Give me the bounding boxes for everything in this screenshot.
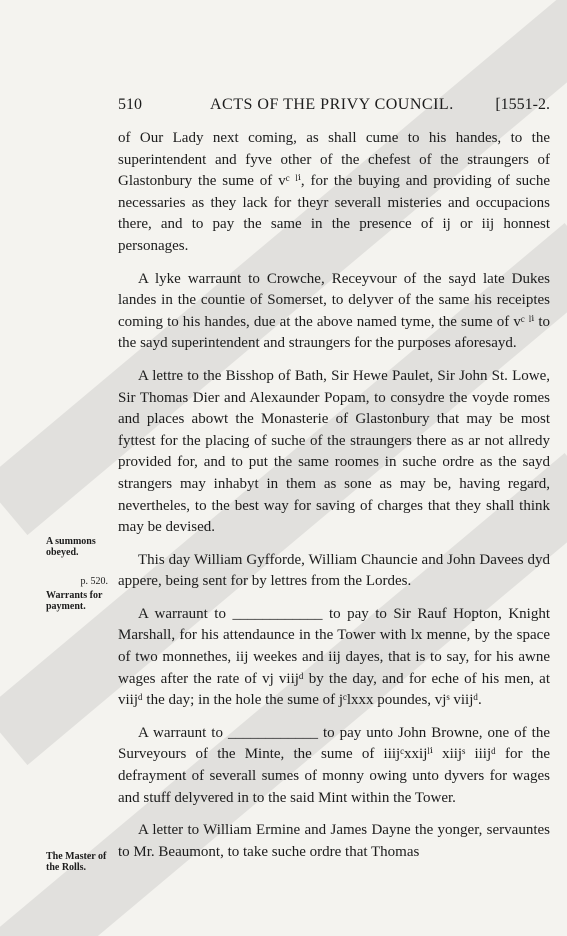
margin-note-summons: A summons obeyed.: [46, 536, 96, 558]
running-header: [118, 96, 550, 120]
paragraph-7: A letter to William Ermine and James Dayne the yonger, servauntes to Mr. Beaumont, to take suche ordre that Thomas: [118, 822, 550, 860]
margin-note-warrants: Warrants for payment.: [46, 590, 103, 612]
paragraph-5: A warraunt to ____________ to pay to Sir Rauf Hopton, Knight Marshall, for his attendaunce in the Tower with lx menne, by the space of two monnethes, iij weekes and iij dayes, that is to say, for his awne wages after the rate of vj viijᵈ by the day, and for eche of his men, at viijᵈ the day; in the hole the sume of jᶜlxxx poundes, vjˢ viijᵈ.: [118, 605, 550, 709]
margin-note-page-ref: p. 520.: [80, 576, 108, 587]
header-year: [1551-2.: [495, 96, 550, 113]
running-title: ACTS OF THE PRIVY COUNCIL.: [210, 96, 454, 113]
page-body: [118, 128, 550, 874]
paragraph-1: of Our Lady next coming, as shall cume to his handes, to the superintendent and fyve other of the chefest of the straungers of Glastonbury the sume of vᶜ ˡⁱ, for the buying and providing of suche necessaries as they lack for theyr severall misteries and occupacions there, and to pay the same in the presence of ij or iij honnest personages.: [118, 130, 550, 254]
margin-note-master: The Master of the Rolls.: [46, 851, 107, 873]
paragraph-4: This day William Gyfforde, William Chauncie and John Davees dyd appere, being sent for by lettres from the Lordes.: [118, 551, 550, 590]
page-number: 510: [118, 96, 142, 113]
paragraph-6: A warraunt to ____________ to pay unto John Browne, one of the Surveyours of the Minte, the sume of iiijᶜxxijˡⁱ xiijˢ iiijᵈ for the defrayment of severall sumes of monny owing unto dyvers for wages and stuff delyvered in to the said Mint within the Tower.: [118, 724, 550, 806]
paragraph-2: A lyke warraunt to Crowche, Receyvour of the sayd late Dukes landes in the countie of Somerset, to delyver of the same his receiptes coming to his handes, due at the above named tyme, the sume of vᶜ ˡⁱ to the sayd superintendent and straungers for the purposes aforesayd.: [118, 270, 550, 352]
paragraph-3: A lettre to the Bisshop of Bath, Sir Hewe Paulet, Sir John St. Lowe, Sir Thomas Dier and Alexaunder Popam, to consydre the voyde romes and places abowt the Monasterie of Glastonbury that may be most fyttest for the placing of suche of the straungers there as ar not allredy provided for, and to put the same roomes in suche ordre as the sayd strangers may inhabyt in them as sone as may be, having regard, nevertheles, to the best way for saving of charges that they shall think may be devised.: [118, 367, 550, 536]
